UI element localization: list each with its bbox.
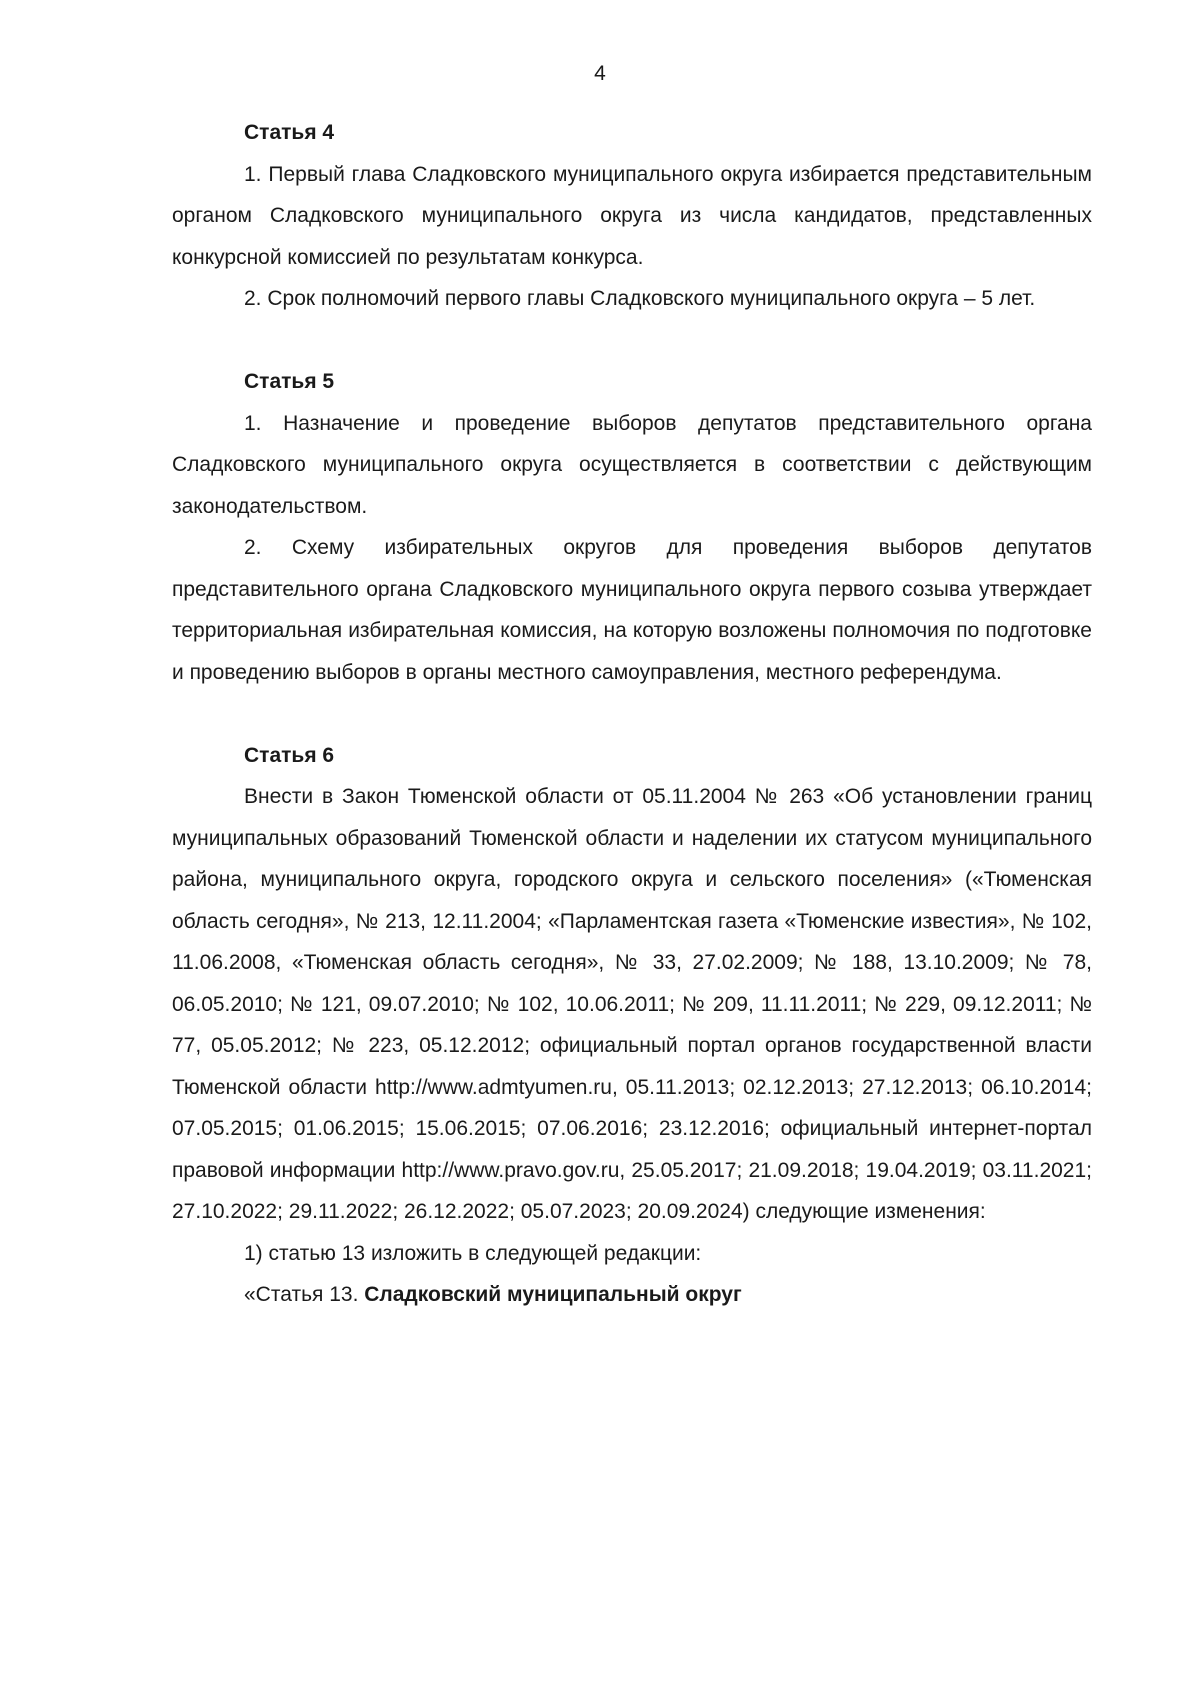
article-5 [172, 361, 1092, 693]
page-number: 4 [594, 62, 606, 85]
document-body [172, 112, 1092, 1316]
article-6-paragraph-2: 1) статью 13 изложить в следующей редакции: [244, 1241, 702, 1265]
article-13-heading [172, 1274, 1092, 1316]
article-5-paragraph-1: 1. Назначение и проведение выборов депутатов представительного органа Сладковского муниципального округа осуществляется в соответствии с действующим законодательством. [172, 411, 1092, 518]
article-13-heading-title: Сладковский муниципальный округ [364, 1283, 742, 1306]
spacer [172, 320, 1092, 362]
spacer [172, 693, 1092, 735]
article-4-paragraph-1: 1. Первый глава Сладковского муниципального округа избирается представительным органом Сладковского муниципального округа из числа кандидатов, представленных конкурсной комиссией по результатам конкурса. [172, 162, 1092, 269]
article-4 [172, 112, 1092, 320]
article-5-title: Статья 5 [244, 370, 335, 393]
article-13-heading-prefix: «Статья 13. [244, 1283, 365, 1306]
article-4-title: Статья 4 [244, 121, 335, 144]
article-4-paragraph-2: 2. Срок полномочий первого главы Сладковского муниципального округа – 5 лет. [244, 287, 1036, 310]
article-6 [172, 735, 1092, 1316]
article-5-paragraph-2: 2. Схему избирательных округов для проведения выборов депутатов представительного органа Сладковского муниципального округа первого созыва утверждает территориальная избирательная комиссия, на которую возложены полномочия по подготовке и проведению выборов в органы местного самоуправления, местного референдума. [172, 536, 1092, 684]
article-6-title: Статья 6 [244, 743, 335, 767]
article-6-paragraph-1: Внести в Закон Тюменской области от 05.11.2004 № 263 «Об установлении границ муниципальных образований Тюменской области и наделении их статусом муниципального района, муниципального округа, городского округа и сельского поселения» («Тюменская область сегодня», № 213, 12.11.2004; «Парламентская газета «Тюменские известия», № 102, 11.06.2008, «Тюменская область сегодня», № 33, 27.02.2009; № 188, 13.10.2009; № 78, 06.05.2010; № 121, 09.07.2010; № 102, 10.06.2011; № 209, 11.11.2011; № 229, 09.12.2011; № 77, 05.05.2012; № 223, 05.12.2012; официальный портал органов государственной власти Тюменской области http://www.admtyumen.ru, 05.11.2013; 02.12.2013; 27.12.2013; 06.10.2014; 07.05.2015; 01.06.2015; 15.06.2015; 07.06.2016; 23.12.2016; официальный интернет-портал правовой информации http://www.pravo.gov.ru, 25.05.2017; 21.09.2018; 19.04.2019; 03.11.2021; 27.10.2022; 29.11.2022; 26.12.2022; 05.07.2023; 20.09.2024) следующие изменения: [172, 785, 1092, 1223]
